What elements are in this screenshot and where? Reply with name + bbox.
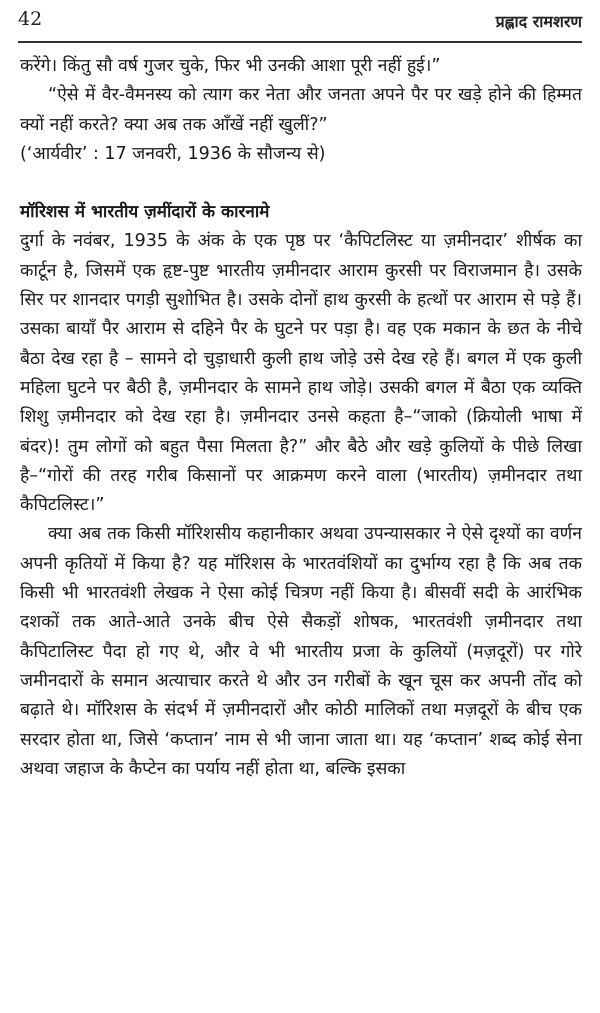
section-spacer <box>20 169 582 198</box>
paragraph-continuation: करेंगे। किंतु सौ वर्ष गुजर चुके, फिर भी उनकी आशा पूरी नहीं हुई।” <box>20 56 441 76</box>
paragraph-commentary: क्या अब तक किसी मॉरिशसीय कहानीकार अथवा उपन्यासकार ने ऐसे दृश्यों का वर्णन अपनी कृतियों में किया है? यह मॉरिशस के भारतवंशियों का दुर्भाग्य रहा है कि अब तक किसी भी भारतवंशी लेखक ने ऐसा कोई चित्रण नहीं किया है। बीसवीं सदी के आरंभिक दशकों तक आते-आते उनके बीच ऐसे सैकड़ों शोषक, भारतवंशी ज़मीनदार तथा कैपिटालिस्ट पैदा हो गए थे, और वे भी भारतीय प्रजा के कुलियों (मज़दूरों) पर गोरे जमीनदारों के समान अत्याचार करते थे और उन गरीबों के खून चूस कर अपनी तोंद को बढ़ाते थे। मॉरिशस के संदर्भ में ज़मीनदारों और कोठी मालिकों तथा मज़दूरों के बीच एक सरदार होता था, जिसे ‘कप्तान’ नाम से भी जाना जाता था। यह ‘कप्तान’ शब्द कोई सेना अथवा जहाज के कैप्टेन का पर्याय नहीं होता था, बल्कि इसका <box>20 524 582 779</box>
section-heading: मॉरिशस में भारतीय ज़मींदारों के कारनामे <box>20 202 270 223</box>
running-head: प्रह्लाद रामशरण <box>495 12 582 31</box>
page-header <box>18 6 582 40</box>
paragraph-citation: (‘आर्यवीर’ : 17 जनवरी, 1936 के सौजन्य से) <box>20 143 326 164</box>
paragraph-cartoon-description: दुर्गा के नवंबर, 1935 के अंक के एक पृष्ठ पर ‘कैपिटलिस्ट या ज़मीनदार’ शीर्षक का कार्टून है, जिसमें एक हृष्ट-पुष्ट भारतीय ज़मीनदार आराम कुरसी पर विराजमान है। उसके सिर पर शानदार पगड़ी सुशोभित है। उसके दोनों हाथ कुरसी के हत्थों पर आराम से पड़े हैं। उसका बायाँ पैर आराम से दहिने पैर के घुटने पर पड़ा है। वह एक मकान के छत के नीचे बैठा देख रहा है – सामने दो चुड़ाधारी कुली हाथ जोड़े उसे देख रहे हैं। बगल में एक कुली महिला घुटने पर बैठी है, ज़मीनदार के सामने हाथ जोड़े। उसकी बगल में बैठा एक व्यक्ति शिशु ज़मीनदार को देख रहा है। ज़मीनदार उनसे कहता है–“जाको (क्रियोली भाषा में बंदर)! तुम लोगों को बहुत पैसा मिलता है?” और बैठे और खड़े कुलियों के पीछे लिखा है–“गोरों की तरह गरीब किसानों पर आक्रमण करने वाला (भारतीय) ज़मीनदार तथा कैपिटलिस्ट।” <box>20 231 582 516</box>
header-rule <box>18 41 582 43</box>
paragraph-quote: “ऐसे में वैर-वैमनस्य को त्याग कर नेता और जनता अपने पैर पर खड़े होने की हिम्मत क्यों नहीं करते? क्या अब तक आँखें नहीं खुलीं?” <box>20 85 582 135</box>
page-number: 42 <box>18 8 43 30</box>
body-text <box>20 52 582 784</box>
